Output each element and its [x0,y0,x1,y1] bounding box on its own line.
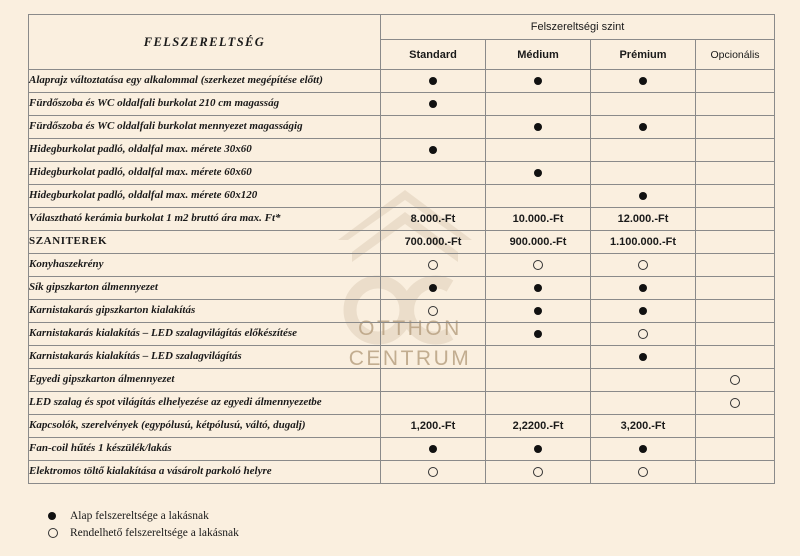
level-cell [696,231,775,254]
open-dot-icon [638,329,648,339]
filled-dot-icon [534,123,542,131]
filled-dot-icon [639,77,647,85]
feature-label: Karnistakarás gipszkarton kialakítás [29,300,381,323]
filled-dot-icon [429,146,437,154]
header-level-group: Felszereltségi szint [381,15,775,40]
level-cell [696,438,775,461]
level-cell [486,277,591,300]
level-cell [486,254,591,277]
level-cell [486,438,591,461]
header-level-optional: Opcionális [696,40,775,70]
feature-label: Sík gipszkarton álmennyezet [29,277,381,300]
level-cell [591,93,696,116]
table-row [29,185,775,208]
legend-filled-dot-icon [46,510,70,522]
level-cell [486,162,591,185]
table-row [29,93,775,116]
level-cell [591,461,696,484]
feature-label: Egyedi gipszkarton álmennyezet [29,369,381,392]
feature-label: Fürdőszoba és WC oldalfali burkolat 210 cm magasság [29,93,381,116]
level-cell [381,162,486,185]
level-cell [486,461,591,484]
filled-dot-icon [534,307,542,315]
level-cell [381,300,486,323]
table-row [29,461,775,484]
open-dot-icon [428,467,438,477]
filled-dot-icon [639,123,647,131]
level-cell [696,185,775,208]
filled-dot-icon [429,77,437,85]
level-cell [381,116,486,139]
level-cell [696,139,775,162]
table-row [29,323,775,346]
level-cell [591,162,696,185]
header-level-premium: Prémium [591,40,696,70]
level-cell: 1,200.-Ft [381,415,486,438]
feature-label: LED szalag és spot világítás elhelyezése az egyedi álmennyezetbe [29,392,381,415]
level-cell [696,116,775,139]
filled-dot-icon [534,284,542,292]
table-row [29,231,775,254]
open-dot-icon [428,306,438,316]
level-cell: 700.000.-Ft [381,231,486,254]
feature-label: Alaprajz változtatása egy alkalommal (szerkezet megépítése előtt) [29,70,381,93]
level-cell [591,139,696,162]
level-cell [696,93,775,116]
level-cell [381,254,486,277]
feature-label: Karnistakarás kialakítás – LED szalagvilágítás előkészítése [29,323,381,346]
filled-dot-icon [639,284,647,292]
level-cell [486,323,591,346]
level-cell [486,139,591,162]
level-cell [696,346,775,369]
filled-dot-icon [429,445,437,453]
table-row [29,162,775,185]
level-cell [381,461,486,484]
filled-dot-icon [429,100,437,108]
feature-label: Konyhaszekrény [29,254,381,277]
table-row [29,139,775,162]
header-level-medium: Médium [486,40,591,70]
table-row [29,208,775,231]
level-cell [696,300,775,323]
level-cell [486,70,591,93]
level-cell: 12.000.-Ft [591,208,696,231]
equipment-level-table [28,14,775,484]
level-cell [381,369,486,392]
open-dot-icon [638,260,648,270]
table-header [29,15,775,70]
level-cell: 1.100.000.-Ft [591,231,696,254]
feature-label: Választható kerámia burkolat 1 m2 bruttó ára max. Ft* [29,208,381,231]
legend-label: Alap felszereltsége a lakásnak [70,510,209,522]
legend-label: Rendelhető felszereltsége a lakásnak [70,527,239,539]
level-cell [381,346,486,369]
level-cell [486,116,591,139]
open-dot-icon [533,467,543,477]
table-row [29,346,775,369]
legend-item [46,510,800,522]
table-row [29,70,775,93]
level-cell [591,70,696,93]
level-cell [591,185,696,208]
filled-dot-icon [534,77,542,85]
level-cell [591,392,696,415]
level-cell [696,254,775,277]
level-cell [381,277,486,300]
level-cell [486,93,591,116]
feature-label: Hidegburkolat padló, oldalfal max. mérete 60x120 [29,185,381,208]
level-cell [591,300,696,323]
table-row [29,392,775,415]
level-cell [381,392,486,415]
feature-label: Karnistakarás kialakítás – LED szalagvilágítás [29,346,381,369]
level-cell: 3,200.-Ft [591,415,696,438]
level-cell [381,139,486,162]
document-page [0,14,800,556]
level-cell [591,254,696,277]
level-cell: 8.000.-Ft [381,208,486,231]
table-row [29,438,775,461]
level-cell [591,346,696,369]
legend [46,510,800,539]
filled-dot-icon [639,307,647,315]
legend-item [46,527,800,539]
level-cell [381,70,486,93]
filled-dot-icon [639,192,647,200]
level-cell [696,461,775,484]
level-cell [486,369,591,392]
open-dot-icon [730,375,740,385]
feature-label: Kapcsolók, szerelvények (egypólusú, kétpólusú, váltó, dugalj) [29,415,381,438]
level-cell [591,369,696,392]
level-cell [486,346,591,369]
open-dot-icon [638,467,648,477]
table-row [29,254,775,277]
level-cell [696,208,775,231]
level-cell [591,116,696,139]
level-cell [696,162,775,185]
level-cell [486,185,591,208]
table-row [29,300,775,323]
level-cell [591,438,696,461]
level-cell [696,415,775,438]
level-cell [591,277,696,300]
watermark-line-2: CENTRUM [348,347,472,371]
feature-label: Hidegburkolat padló, oldalfal max. mérete 60x60 [29,162,381,185]
level-cell [381,438,486,461]
level-cell: 900.000.-Ft [486,231,591,254]
level-cell [696,392,775,415]
filled-dot-icon [639,353,647,361]
level-cell [696,277,775,300]
level-cell [381,93,486,116]
table-body [29,70,775,484]
table-row [29,415,775,438]
filled-dot-icon [534,169,542,177]
feature-label: Fürdőszoba és WC oldalfali burkolat mennyezet magasságig [29,116,381,139]
level-cell: 2,2200.-Ft [486,415,591,438]
table-row [29,277,775,300]
feature-label: SZANITEREK [29,231,381,254]
filled-dot-icon [429,284,437,292]
filled-dot-icon [534,330,542,338]
level-cell: 10.000.-Ft [486,208,591,231]
open-dot-icon [428,260,438,270]
open-dot-icon [533,260,543,270]
header-feature-column: FELSZERELTSÉG [29,15,381,70]
legend-open-dot-icon [46,527,70,539]
level-cell [381,323,486,346]
open-dot-icon [730,398,740,408]
level-cell [696,323,775,346]
level-cell [486,392,591,415]
level-cell [696,369,775,392]
level-cell [486,300,591,323]
feature-label: Elektromos töltő kialakítása a vásárolt parkoló helyre [29,461,381,484]
header-level-standard: Standard [381,40,486,70]
filled-dot-icon [534,445,542,453]
feature-label: Hidegburkolat padló, oldalfal max. mérete 30x60 [29,139,381,162]
watermark-line-1: OTTHON [358,317,462,340]
level-cell [381,185,486,208]
table-row [29,369,775,392]
table-row [29,116,775,139]
filled-dot-icon [639,445,647,453]
level-cell [696,70,775,93]
level-cell [591,323,696,346]
feature-label: Fan-coil hűtés 1 készülék/lakás [29,438,381,461]
